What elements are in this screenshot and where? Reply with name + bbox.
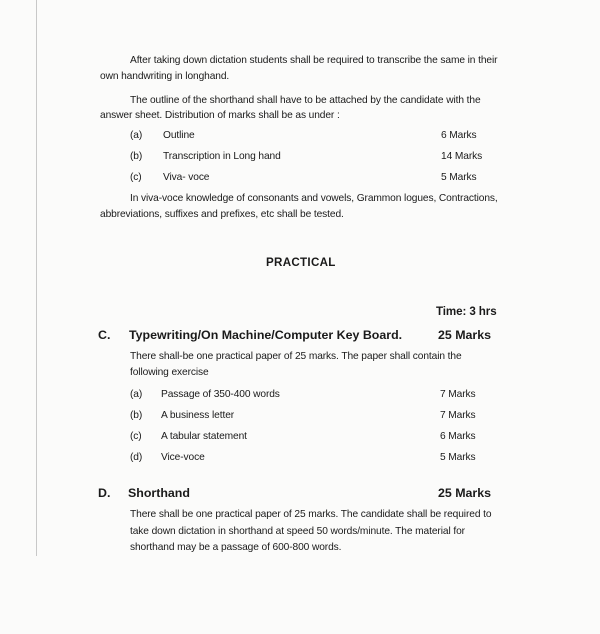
section-c-marks: 25 Marks (438, 328, 492, 342)
section-d-letter: D. (98, 486, 111, 500)
list-item-text: A tabular statement (161, 431, 247, 442)
section-d-description-line-3: shorthand may be a passage of 600-800 words. (130, 542, 342, 553)
section-d-title: Shorthand (128, 486, 190, 500)
list-item-marks: 6 Marks (441, 130, 477, 141)
list-item-marks: 5 Marks (441, 172, 477, 183)
list-item-text: Vice-voce (161, 452, 205, 463)
section-c-title: Typewriting/On Machine/Computer Key Board. (129, 328, 403, 342)
list-item-text: Outline (163, 130, 195, 141)
viva-paragraph-line-2: abbreviations, suffixes and prefixes, etc shall be tested. (100, 209, 344, 220)
section-c-letter: C. (98, 328, 111, 342)
list-item-label: (d) (130, 452, 143, 463)
section-d-marks: 25 Marks (438, 486, 492, 500)
list-item-label: (a) (130, 389, 143, 400)
list-item-marks: 7 Marks (440, 410, 476, 421)
section-d-description-line-2: take down dictation in shorthand at speed 50 words/minute. The material for (130, 526, 465, 537)
list-item-marks: 6 Marks (440, 431, 476, 442)
time-label: Time: 3 hrs (436, 305, 497, 318)
practical-heading: PRACTICAL (266, 256, 336, 269)
list-item-marks: 7 Marks (440, 389, 476, 400)
section-d-description-line-1: There shall be one practical paper of 25 marks. The candidate shall be required to (130, 509, 492, 520)
list-item-marks: 14 Marks (441, 151, 483, 162)
intro-paragraph-1-line-2: own handwriting in longhand. (100, 71, 230, 82)
list-item-text: Viva- voce (163, 172, 210, 183)
intro-paragraph-2-line-2: answer sheet. Distribution of marks shall be as under : (100, 110, 340, 121)
viva-paragraph-line-1: In viva-voce knowledge of consonants and vowels, Grammon logues, Contractions, (130, 193, 498, 204)
list-item-label: (a) (130, 130, 143, 141)
list-item-label: (b) (130, 151, 143, 162)
list-item-text: Transcription in Long hand (163, 151, 281, 162)
section-c-description-line-1: There shall-be one practical paper of 25 marks. The paper shall contain the (130, 351, 462, 362)
list-item-label: (c) (130, 431, 142, 442)
list-item-marks: 5 Marks (440, 452, 476, 463)
list-item-label: (c) (130, 172, 142, 183)
intro-paragraph-1-line-1: After taking down dictation students shall be required to transcribe the same in their (130, 55, 498, 66)
list-item-text: A business letter (161, 410, 235, 421)
page-margin-line (36, 0, 37, 556)
intro-paragraph-2-line-1: The outline of the shorthand shall have to be attached by the candidate with the (130, 95, 481, 106)
list-item-text: Passage of 350-400 words (161, 389, 280, 400)
section-c-description-line-2: following exercise (130, 367, 209, 378)
list-item-label: (b) (130, 410, 143, 421)
